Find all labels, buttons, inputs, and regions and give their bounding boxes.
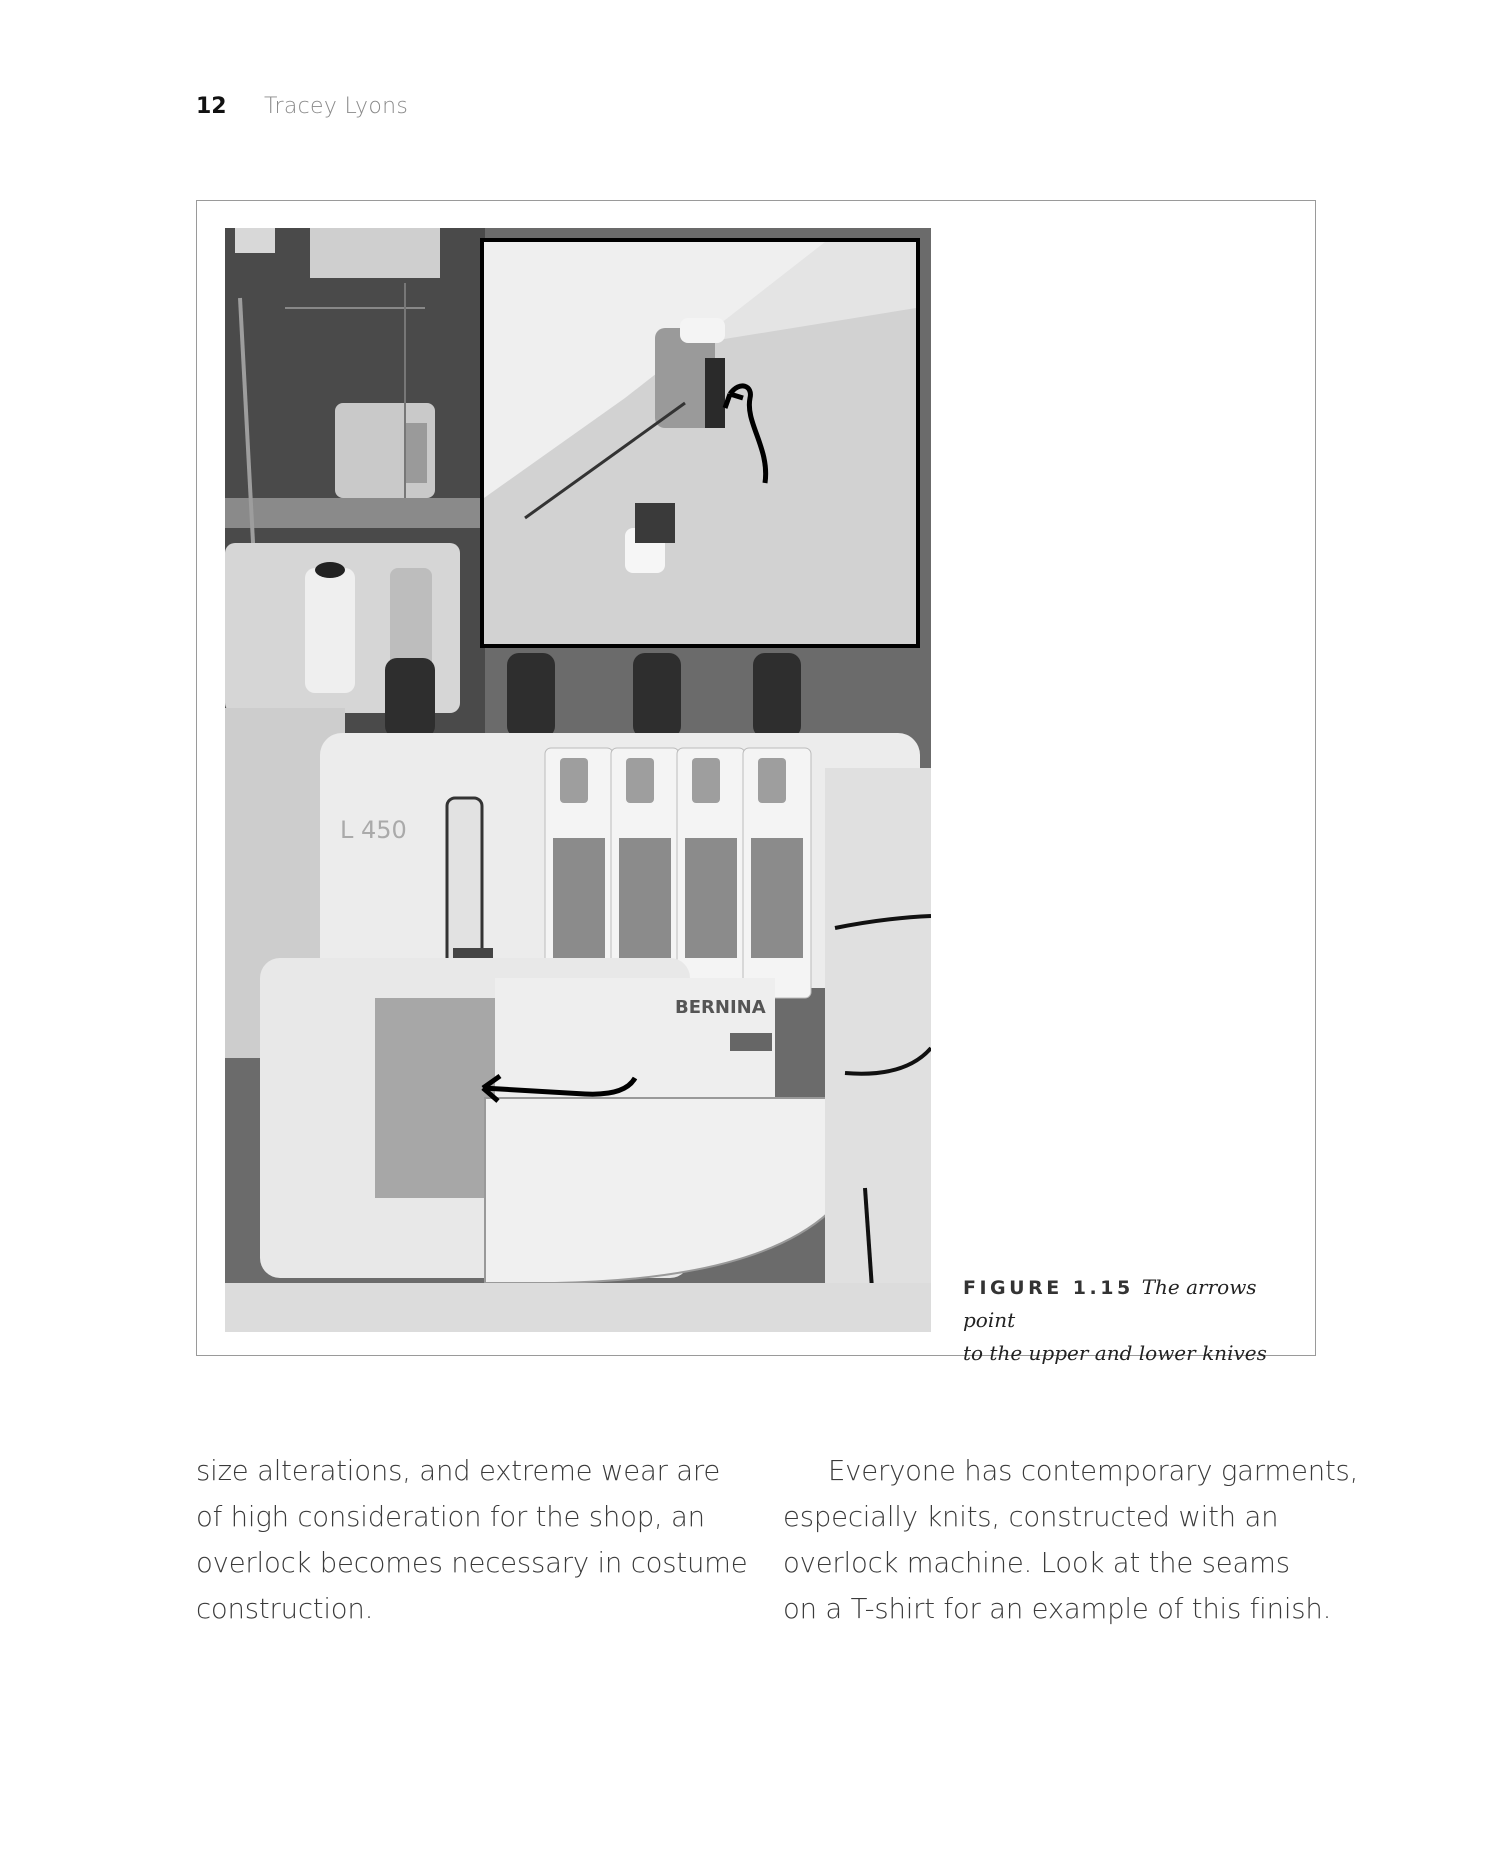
body-line: especially knits, constructed with an	[783, 1501, 1279, 1533]
figure-label: FIGURE 1.15	[963, 1277, 1134, 1299]
body-line: of high consideration for the shop, an	[196, 1501, 705, 1533]
body-line: Everyone has contemporary garments,	[828, 1455, 1359, 1487]
page-number: 12	[196, 94, 227, 119]
caption-line-2: to the upper and lower knives	[963, 1341, 1267, 1365]
running-head	[196, 94, 408, 119]
model-label: L 450	[340, 816, 407, 844]
body-column-left	[196, 1448, 748, 1632]
body-line: on a T-shirt for an example of this finish.	[783, 1593, 1332, 1625]
body-line: overlock becomes necessary in costume	[196, 1547, 748, 1579]
caption-line-1: The arrows point	[963, 1275, 1257, 1332]
running-head-author: Tracey Lyons	[264, 94, 409, 119]
figure-caption	[963, 1271, 1293, 1370]
figure-frame	[196, 200, 1316, 1365]
brand-label: BERNINA	[675, 997, 766, 1018]
figure-photo	[225, 228, 931, 1332]
body-line: size alterations, and extreme wear are	[196, 1455, 721, 1487]
body-line: overlock machine. Look at the seams	[783, 1547, 1290, 1579]
body-line: construction.	[196, 1593, 374, 1625]
body-column-right	[783, 1448, 1359, 1632]
